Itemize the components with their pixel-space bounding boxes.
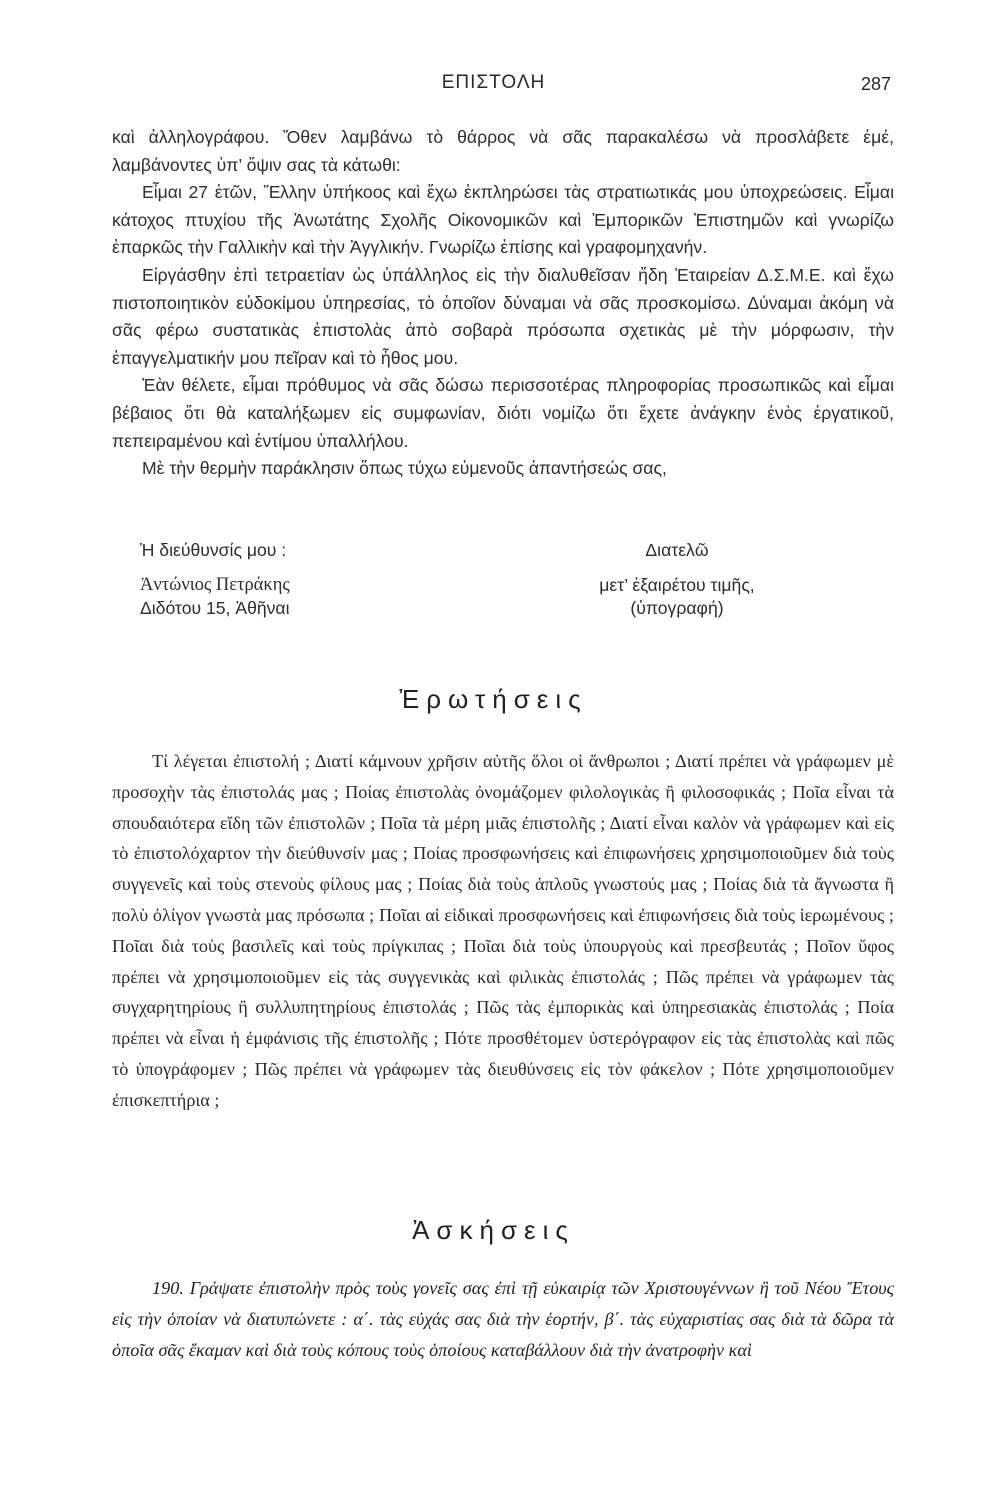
exercises-heading: Ἀσκήσεις: [412, 1215, 575, 1245]
letter-paragraph: Εἶμαι 27 ἐτῶν, Ἕλλην ὑπήκοος καὶ ἔχω ἐκπληρώσει τὰς στρατιωτικάς μου ὑποχρεώσεις. Εἶμαι κάτοχος πτυχίου τῆς Ἀνωτάτης Σχολῆς Οἰκονομικῶν καὶ Ἐμπορικῶν Ἐπιστημῶν καὶ γνωρίζω ἐπαρκῶς τὴν Γαλλικὴν καὶ τὴν Ἀγγλικήν. Γνωρίζω ἐπίσης καὶ γραφομηχανήν.: [112, 182, 894, 258]
running-header-title: ΕΠΙΣΤΟΛΗ: [441, 72, 546, 93]
page-number: 287: [860, 74, 891, 94]
letter-body: [112, 124, 894, 483]
valediction: Διατελῶ: [645, 540, 709, 560]
letter-paragraph: Μὲ τὴν θερμὴν παράκλησιν ὅπως τύχω εὐμενοῦς ἀπαντήσεώς σας,: [142, 458, 667, 479]
questions-text: Τί λέγεται ἐπιστολή ; Διατί κάμνουν χρῆσιν αὐτῆς ὅλοι οἱ ἄνθρωποι ; Διατί πρέπει νὰ γράφωμεν μὲ προσοχὴν τὰς ἐπιστολάς μας ; Ποίας ἐπιστολὰς ὀνομάζομεν φιλολογικὰς ἢ φιλοσοφικάς ; Ποῖα εἶναι τὰ σπουδαιότερα εἴδη τῶν ἐπιστολῶν ; Ποῖα τὰ μέρη μιᾶς ἐπιστολῆς ; Διατί εἶναι καλὸν νὰ γράφωμεν καὶ εἰς τὸ ἐπιστολόχαρτον τὴν διεύθυνσίν μας ; Ποίας προσφωνήσεις καὶ ἐπιφωνήσεις χρησιμοποιοῦμεν διὰ τοὺς συγγενεῖς καὶ τοὺς στενοὺς φίλους μας ; Ποίας διὰ τοὺς ἁπλοῦς γνωστούς μας ; Ποίας διὰ τὰ ἄγνωστα ἢ πολὺ ὀλίγον γνωστὰ μας πρόσωπα ; Ποῖαι αἱ εἰδικαὶ προσφωνήσεις καὶ ἐπιφωνήσεις διὰ τοὺς ἱερωμένους ; Ποῖαι διὰ τοὺς βασιλεῖς καὶ τοὺς πρίγκιπας ; Ποῖαι διὰ τοὺς ὑπουργοὺς καὶ πρεσβευτάς ; Ποῖον ὕφος πρέπει νὰ χρησιμοποιοῦμεν εἰς τὰς συγγενικὰς καὶ φιλικὰς ἐπιστολάς ; Πῶς πρέπει νὰ γράφωμεν τὰς συγχαρητηρίους ἢ συλλυπητηρίους ἐπιστολάς ; Πῶς τὰς ἐμπορικὰς καὶ ὑπηρεσιακὰς ἐπιστολάς ; Ποία πρέπει νὰ εἶναι ἡ ἐμφάνισις τῆς ἐπιστολῆς ; Πότε προσθέτομεν ὑστερόγραφον εἰς τὰς ἐπιστολὰς καὶ πῶς τὸ ὑπογράφομεν ; Πῶς πρέπει νὰ γράφωμεν τὰς διευθύνσεις εἰς τὸν φάκελον ; Πότε χρησιμοποιοῦμεν ἐπισκεπτήρια ;: [112, 751, 894, 1110]
address-label: Ἡ διεύθυνσίς μου :: [140, 540, 287, 560]
letter-paragraph: Εἰργάσθην ἐπὶ τετραετίαν ὡς ὑπάλληλος εἰς τὴν διαλυθεῖσαν ἤδη Ἑταιρείαν Δ.Σ.Μ.Ε. καὶ ἔχω πιστοποιητικὸν εὐδοκίμου ὑπηρεσίας, τὸ ὁποῖον δύναμαι νὰ σᾶς προσκομίσω. Δύναμαι ἀκόμη νὰ σᾶς φέρω συστατικὰς ἐπιστολὰς ἀπὸ σοβαρὰ πρόσωπα σχετικὰς μὲ τὴν μόρφωσιν, τὴν ἐπαγγελματικήν μου πεῖραν καὶ τὸ ἦθος μου.: [112, 264, 894, 368]
questions-body: [112, 746, 894, 1116]
letter-paragraph: Ἐὰν θέλετε, εἶμαι πρόθυμος νὰ σᾶς δώσω περισσοτέρας πληροφορίας προσωπικῶς καὶ εἶμαι βέβαιος ὅτι θὰ καταλήξωμεν εἰς συμφωνίαν, διότι νομίζω ὅτι ἔχετε ἀνάγκην ἑνὸς ἐργατικοῦ, πεπειραμένου καὶ ἐντίμου ὑπαλλήλου.: [112, 375, 894, 451]
signature-note: (ὑπογραφή): [630, 598, 724, 618]
letter-paragraph: καὶ ἀλληλογράφου. Ὅθεν λαμβάνω τὸ θάρρος νὰ σᾶς παρακαλέσω νὰ προσλάβετε ἐμέ, λαμβάνοντες ὑπ’ ὄψιν σας τὰ κάτωθι:: [112, 127, 894, 175]
sender-address: Διδότου 15, Ἀθῆναι: [140, 598, 290, 618]
exercise-text: Γράψατε ἐπιστολὴν πρὸς τοὺς γονεῖς σας ἐπὶ τῇ εὐκαιρίᾳ τῶν Χριστουγέννων ἢ τοῦ Νέου Ἔτους εἰς τὴν ὁποίαν νὰ διατυπώνετε : α΄. τὰς εὐχάς σας διὰ τὴν ἑορτήν, β΄. τὰς εὐχαριστίας σας διὰ τὰ δῶρα τὰ ὁποῖα σᾶς ἔκαμαν καὶ διὰ τοὺς κόπους τοὺς ὁποίους καταβάλλουν διὰ τὴν ἀνατροφὴν καὶ: [112, 1278, 895, 1360]
regards: μετ’ ἐξαιρέτου τιμῆς,: [599, 575, 755, 595]
exercise-190: [112, 1273, 894, 1365]
sender-name: Ἀντώνιος Πετράκης: [140, 575, 290, 595]
exercise-number: 190.: [152, 1278, 184, 1298]
questions-heading: Ἐρωτήσεις: [399, 684, 588, 714]
